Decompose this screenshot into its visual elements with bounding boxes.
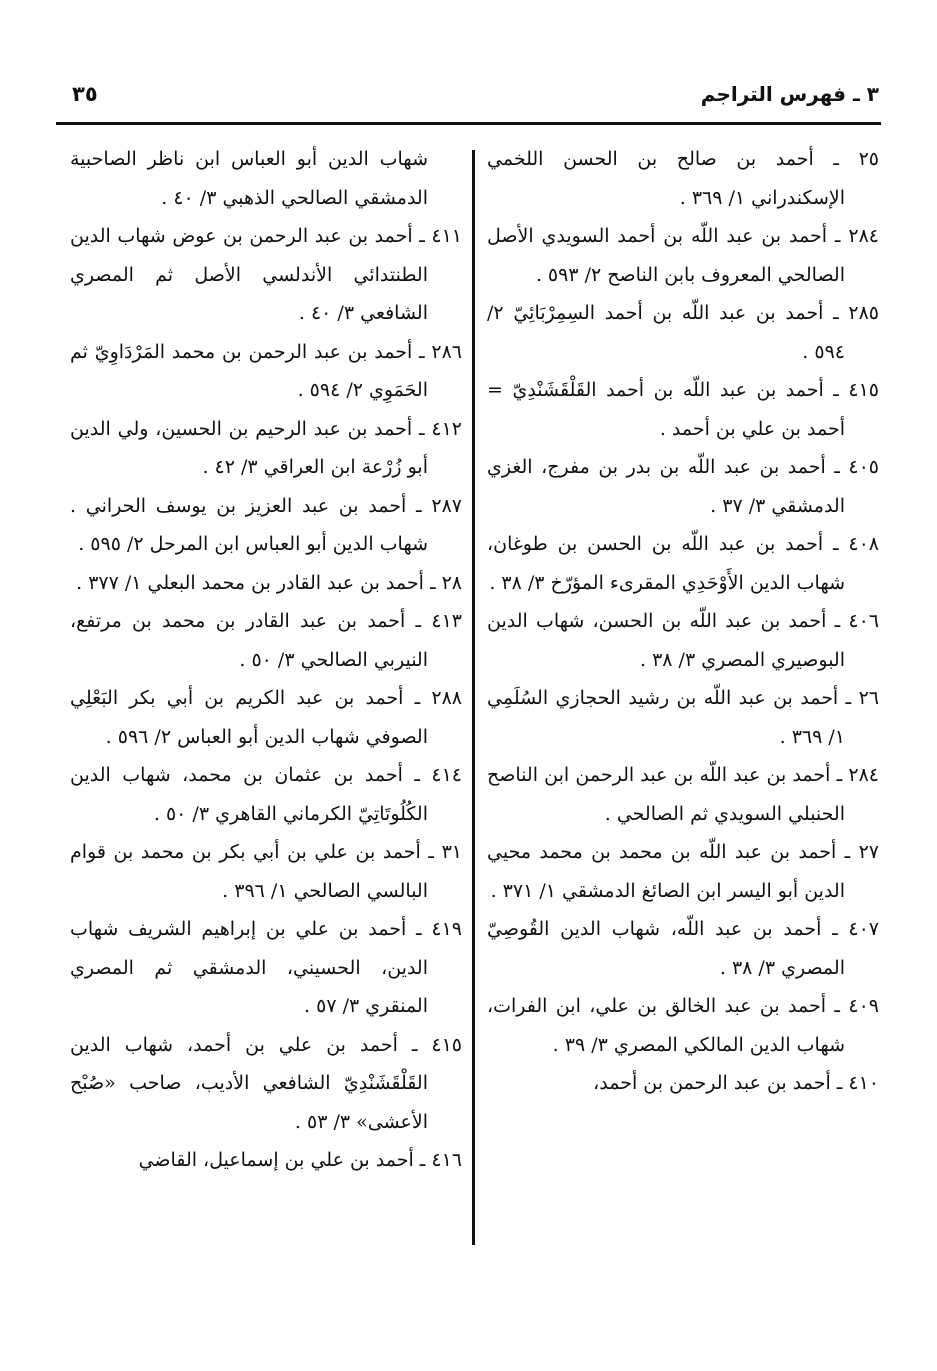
index-entry: ٤١١ ـ أحمد بن عبد الرحمن بن عوض شهاب الدين الطنتدائي الأندلسي الأصل ثم المصري الشافعي ٣/ ٤٠ . [70,225,462,324]
index-entry: ٢٦ ـ أحمد بن عبد اللّه بن رشيد الحجازي السُلَمِي ١/ ٣٦٩ . [487,687,879,748]
index-entry: ٤٠٩ ـ أحمد بن عبد الخالق بن علي، ابن الفرات، شهاب الدين المالكي المصري ٣/ ٣٩ . [487,995,879,1056]
left-column [70,140,462,1180]
index-entry: ٤٠٦ ـ أحمد بن عبد اللّه بن الحسن، شهاب الدين البوصيري المصري ٣/ ٣٨ . [487,610,879,671]
page-number: ٣٥ [72,82,98,106]
index-entry: ٤١٠ ـ أحمد بن عبد الرحمن بن أحمد، [593,1072,879,1094]
index-entry: ٢٨٤ ـ أحمد بن عبد اللّه بن أحمد السويدي الأصل الصالحي المعروف بابن الناصح ٢/ ٥٩٣ . [487,225,879,286]
index-entry: ٤١٣ ـ أحمد بن عبد القادر بن محمد بن مرتفع، النيربي الصالحي ٣/ ٥٠ . [70,610,462,671]
index-entry: ٤١٦ ـ أحمد بن علي بن إسماعيل، القاضي [138,1149,462,1171]
index-entry: ٢٥ ـ أحمد بن صالح بن الحسن اللخمي الإسكندراني ١/ ٣٦٩ . [487,148,879,209]
index-entry: ٤٠٧ ـ أحمد بن عبد اللّه، شهاب الدين القُوصِيّ المصري ٣/ ٣٨ . [487,918,879,979]
index-entry: ٢٨٨ ـ أحمد بن عبد الكريم بن أبي بكر البَعْلِي الصوفي شهاب الدين أبو العباس ٢/ ٥٩٦ . [70,687,462,748]
index-entry: ٣١ ـ أحمد بن علي بن أبي بكر بن محمد بن قوام البالسي الصالحي ١/ ٣٩٦ . [70,841,462,902]
index-entry: ٤١٩ ـ أحمد بن علي بن إبراهيم الشريف شهاب الدين، الحسيني، الدمشقي ثم المصري المنقري ٣/ ٥٧ . [70,918,462,1017]
index-entry: ٢٨٦ ـ أحمد بن عبد الرحمن بن محمد المَرْدَاوِيّ ثم الحَمَوِي ٢/ ٥٩٤ . [70,340,462,401]
index-entry: ٤٠٨ ـ أحمد بن عبد اللّه بن الحسن بن طوغان، شهاب الدين الأَوْحَدِي المقرىء المؤرّخ ٣/ ٣٨ . [487,533,879,594]
index-entry: ٤١٢ ـ أحمد بن عبد الرحيم بن الحسين، ولي الدين أبو زُرْعة ابن العراقي ٣/ ٤٢ . [70,417,462,478]
index-entry: ٢٨٤ ـ أحمد بن عبد اللّه بن عبد الرحمن ابن الناصح الحنبلي السويدي ثم الصالحي . [487,764,879,825]
index-entry: ٤١٥ ـ أحمد بن علي بن أحمد، شهاب الدين القَلْقَشَنْدِيّ الشافعي الأديب، صاحب «صُبْح الأعشى» ٣/ ٥٣ . [70,1033,462,1133]
header-rule [56,122,881,125]
running-head: ٣ ـ فهرس التراجم [700,82,879,106]
right-column [487,140,879,1103]
index-entry: ٤١٥ ـ أحمد بن عبد اللّه بن أحمد القَلْقَشَنْدِيّ = أحمد بن علي بن أحمد . [487,379,879,440]
index-entry-continued: شهاب الدين أبو العباس ابن ناظر الصاحبية الدمشقي الصالحي الذهبي ٣/ ٤٠ . [70,148,428,209]
index-entry: ٢٨٥ ـ أحمد بن عبد اللّه بن أحمد السِمِرْبَائِيّ ٢/ ٥٩٤ . [487,302,879,363]
index-entry: ٢٧ ـ أحمد بن عبد اللّه بن محمد بن محمد محيي الدين أبو اليسر ابن الصائغ الدمشقي ١/ ٣٧١ . [487,841,879,902]
index-entry: ٤١٤ ـ أحمد بن عثمان بن محمد، شهاب الدين الكُلُوتَاتِيّ الكرماني القاهري ٣/ ٥٠ . [70,764,462,825]
index-entry: ٤٠٥ ـ أحمد بن عبد اللّه بن بدر بن مفرج، الغزي الدمشقي ٣/ ٣٧ . [487,456,879,517]
index-entry: ٢٨ ـ أحمد بن عبد القادر بن محمد البعلي ١/ ٣٧٧ . [76,571,462,594]
column-divider [472,150,475,1245]
index-entry: ٢٨٧ ـ أحمد بن عبد العزيز بن يوسف الحراني . شهاب الدين أبو العباس ابن المرحل ٢/ ٥٩٥ . [70,494,462,555]
